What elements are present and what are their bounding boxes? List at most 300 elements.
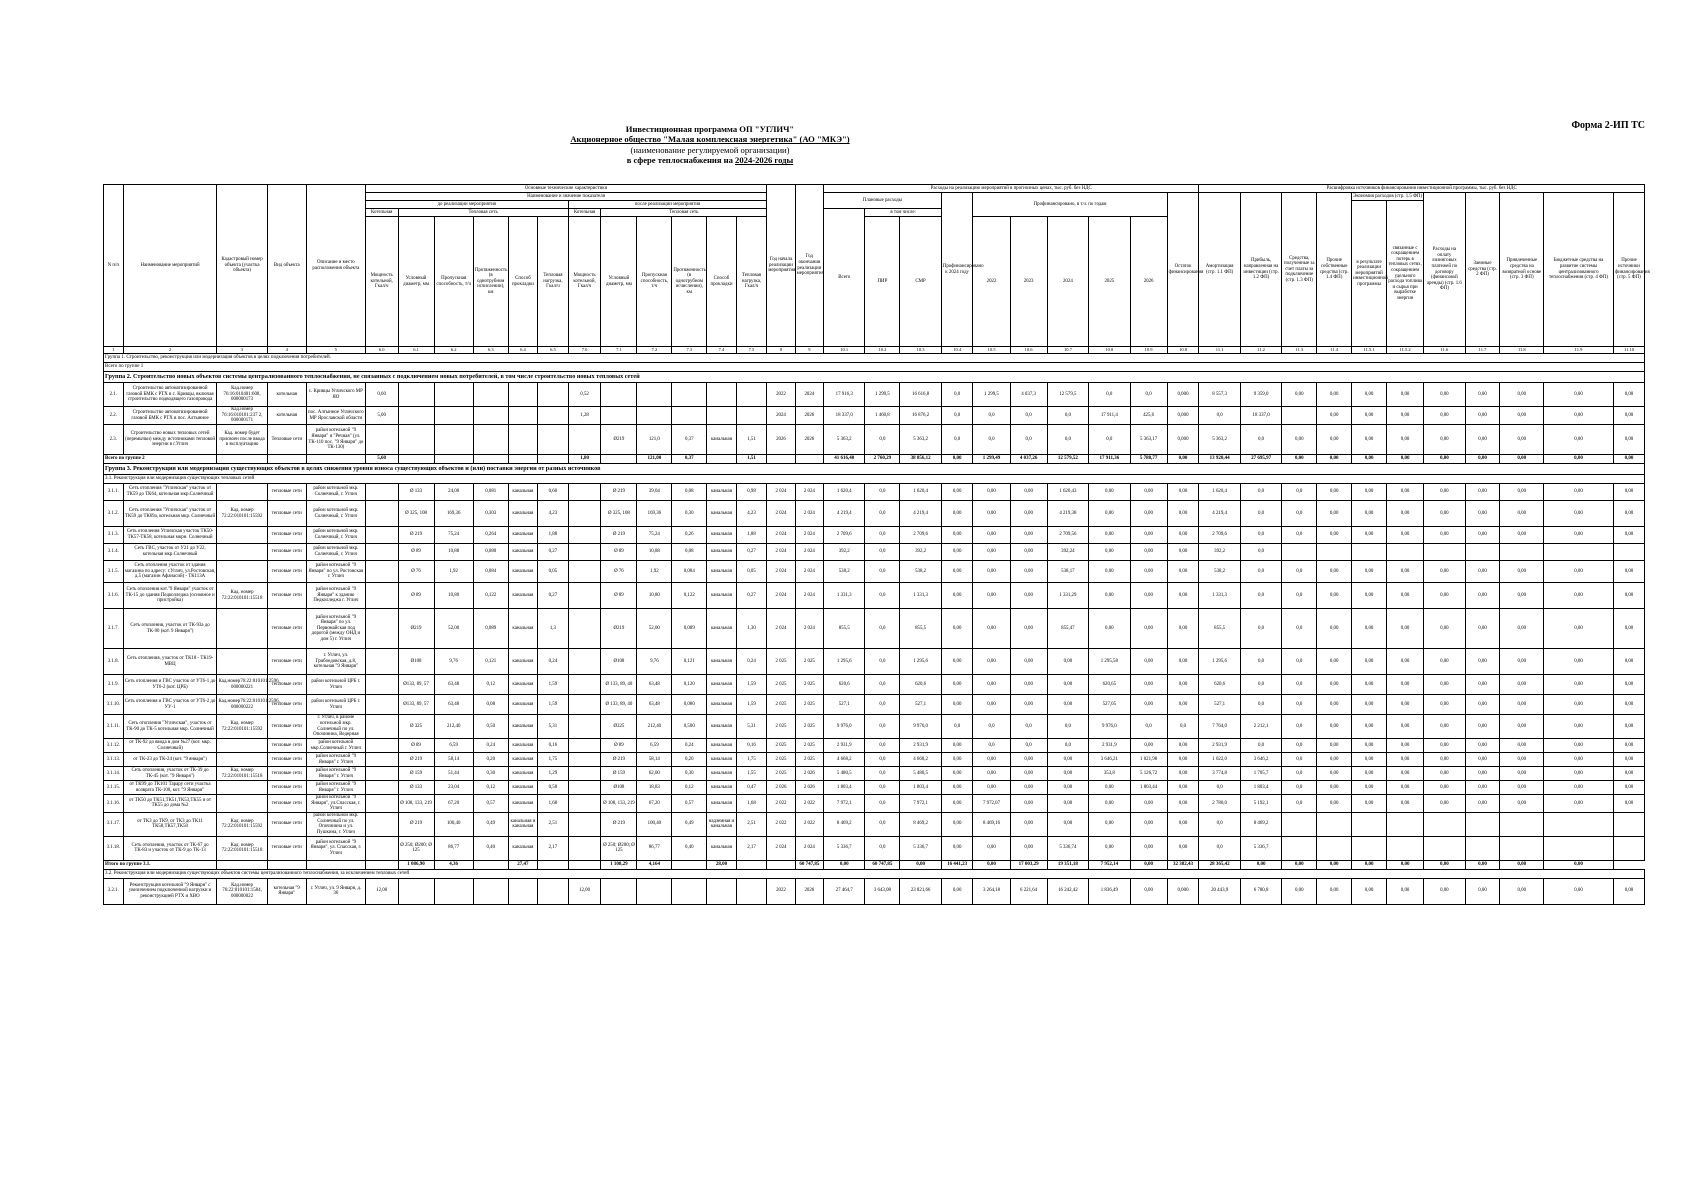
table-cell: 0,00	[1424, 383, 1465, 407]
table-cell: 0,00	[1089, 812, 1130, 836]
table-cell: 8 557,3	[1199, 383, 1240, 407]
table-cell: 0,00	[941, 836, 973, 860]
col-year-start: Год начала реализации мероприятия	[767, 185, 795, 347]
table-cell: 0,00	[1167, 484, 1199, 501]
table-cell: 0,12	[473, 675, 508, 695]
table-cell: 0,00	[1613, 583, 1644, 609]
table-cell: 0,00	[1317, 878, 1352, 904]
table-cell: 0,0	[941, 383, 973, 407]
table-cell: Ø 76	[601, 561, 637, 583]
table-cell: 3.1.17.	[104, 812, 124, 836]
table-cell: 3.1.6.	[104, 583, 124, 609]
table-cell	[568, 484, 601, 501]
col-description: Описание и место расположения объекта	[306, 185, 365, 347]
table-cell: котельная	[267, 383, 306, 407]
col-2026: 2026	[1130, 217, 1167, 347]
table-cell: 2,17	[538, 836, 569, 860]
table-cell: 0,00	[1613, 878, 1644, 904]
table-cell	[601, 455, 637, 464]
table-cell: 0,00	[1047, 675, 1088, 695]
table-row	[104, 649, 1645, 675]
table-cell: 2024	[767, 407, 795, 425]
table-cell: 1 803,4	[1240, 781, 1281, 795]
table-cell: 0,00	[1500, 609, 1544, 649]
table-cell: 2,51	[736, 812, 767, 836]
table-cell: 2 931,9	[1199, 739, 1240, 753]
table-cell: котельная "9 Января"	[267, 878, 306, 904]
table-cell: Ø 325, 108	[601, 501, 637, 527]
table-cell: 2 024	[795, 527, 823, 544]
table-cell: 0,00	[1089, 836, 1130, 860]
table-cell: 0,00	[1613, 753, 1644, 767]
table-cell: 0,0	[973, 425, 1010, 455]
title-line-4	[0, 155, 1420, 165]
table-cell: 0,00	[1047, 649, 1088, 675]
col-borrowed: Заемные средства (стр. 2 ФП)	[1465, 193, 1500, 347]
table-cell: Сеть отопления, участок от ТК-67 до ТК-83 и участок от ТК-9 до ТК-13	[123, 836, 217, 860]
table-cell	[365, 836, 398, 860]
title-period-prefix: в сфере теплоснабжения на	[626, 155, 736, 166]
table-cell	[365, 715, 398, 739]
table-cell: Ø 219	[601, 484, 637, 501]
table-cell: 0,0	[1130, 383, 1167, 407]
table-cell: канальная	[508, 753, 537, 767]
table-cell: Кад. номер 72:22:010101:15518	[217, 583, 267, 609]
col-budget: Бюджетные средства на развитие системы централизованного теплоснабжения (стр. 4 ФП)	[1544, 193, 1614, 347]
table-cell	[1465, 812, 1500, 836]
table-cell: 10,80	[637, 583, 672, 609]
table-cell: 0,00	[1352, 407, 1387, 425]
col-len-after: Протяженность (в однотрубном исчислении), км	[672, 217, 707, 347]
table-cell	[1317, 836, 1352, 860]
table-cell: Строительство новых тепловых сетей (перемычки) между источниками тепловой энергии в г.Углич	[123, 425, 217, 455]
table-cell: 0,00	[1544, 878, 1614, 904]
table-cell: район котельной "9 Января" к зданию Педколледжа г. Углич	[306, 583, 365, 609]
table-cell: 52,00	[434, 609, 473, 649]
table-cell: 0,00	[1544, 649, 1614, 675]
table-cell	[568, 501, 601, 527]
col-diam-after: Условный диаметр, мм	[601, 217, 637, 347]
col-year-end: Год окончания реализации мероприятия	[795, 185, 823, 347]
table-cell: тепловые сети	[267, 484, 306, 501]
table-cell: 1 299,5	[973, 383, 1010, 407]
table-cell: 0,00	[973, 767, 1010, 781]
group-3-1-title	[104, 475, 1645, 484]
table-cell	[1282, 544, 1317, 561]
table-cell: 0,00	[1500, 739, 1544, 753]
table-cell: 0,00	[1500, 425, 1544, 455]
column-number: 4	[267, 347, 306, 354]
table-cell	[508, 407, 537, 425]
table-cell: 2 026	[795, 781, 823, 795]
table-cell	[707, 383, 736, 407]
column-number: 6.4	[508, 347, 537, 354]
group-2-title	[104, 372, 1645, 383]
table-cell: 3 646,2	[1240, 753, 1281, 767]
table-cell: 5 336,7	[1240, 836, 1281, 860]
header-incl: в том числе:	[865, 209, 941, 217]
table-row	[104, 383, 1645, 407]
table-cell: тепловые сети	[267, 739, 306, 753]
table-cell	[568, 781, 601, 795]
table-cell: канальная	[707, 561, 736, 583]
table-cell: 0,00	[1387, 609, 1424, 649]
table-cell: 0,00	[1352, 675, 1387, 695]
column-number: 7.1	[601, 347, 637, 354]
table-cell: 0,0	[865, 425, 900, 455]
col-diam-before: Условный диаметр, мм	[398, 217, 434, 347]
table-cell: 0,121	[473, 649, 508, 675]
table-cell: 0,0	[865, 781, 900, 795]
table-cell: 0,00	[1500, 649, 1544, 675]
table-cell: район котельной мкр. Солнечный, г. Углич	[306, 484, 365, 501]
group-2-title-text: Группа 2. Строительство новых объектов системы централизованного теплоснабжения, не связанных с подключением новых потребителей, в том числе строительство новых тепловых сетей	[104, 372, 1645, 383]
column-number: 11.7	[1465, 347, 1500, 354]
table-cell: 0,00	[1387, 527, 1424, 544]
table-cell: 0,00	[1465, 407, 1500, 425]
table-cell: 0,00	[941, 527, 973, 544]
table-cell	[1544, 544, 1614, 561]
table-cell: 0,00	[1613, 695, 1644, 715]
table-cell: 12,00	[365, 878, 398, 904]
table-cell: 0,0	[1240, 675, 1281, 695]
table-cell: 0,00	[973, 484, 1010, 501]
table-cell: 3.1.12.	[104, 739, 124, 753]
table-cell: 0,0	[865, 609, 900, 649]
table-cell: 0,00	[1613, 675, 1644, 695]
table-cell: 0,00	[1167, 675, 1199, 695]
table-cell: 0,00	[1424, 753, 1465, 767]
table-row	[104, 544, 1645, 561]
col-cap-before: Пропускная способность, т/ч	[434, 217, 473, 347]
table-cell: 0,0	[865, 753, 900, 767]
table-cell: канальная	[707, 484, 736, 501]
table-cell: 121,0	[637, 425, 672, 455]
table-cell: 0,00	[941, 544, 973, 561]
table-cell: Ø108	[601, 649, 637, 675]
table-cell: 4,23	[538, 501, 569, 527]
table-cell: 0,00	[1352, 455, 1387, 464]
table-cell: 0,00	[1500, 695, 1544, 715]
table-cell: 1 108,29	[601, 860, 637, 869]
table-cell: 1,80	[568, 455, 601, 464]
table-cell: Ø 250; Ø200; Ø 125	[601, 836, 637, 860]
table-cell: 0,00	[1047, 812, 1088, 836]
table-cell: 0,00	[1317, 649, 1352, 675]
table-cell: 0,00	[1387, 675, 1424, 695]
table-cell: канальная	[707, 739, 736, 753]
group-3-title	[104, 464, 1645, 475]
table-cell	[672, 407, 707, 425]
table-cell: 0,00	[1167, 583, 1199, 609]
table-cell: 0,00	[1544, 425, 1614, 455]
table-cell: канальная	[508, 649, 537, 675]
table-cell: 2026	[767, 425, 795, 455]
table-cell: 0,00	[1130, 583, 1167, 609]
table-cell: 527,1	[824, 695, 865, 715]
table-cell: 0,12	[672, 781, 707, 795]
table-cell: 0,00	[973, 501, 1010, 527]
table-cell	[568, 860, 601, 869]
table-cell: 5,00	[365, 407, 398, 425]
table-cell: 212,40	[434, 715, 473, 739]
table-cell	[672, 860, 707, 869]
table-cell: 2 025	[767, 767, 795, 781]
table-cell: 0,00	[1500, 795, 1544, 813]
table-cell	[267, 455, 306, 464]
col-total: Всего	[824, 209, 865, 347]
group-3-1-total	[104, 860, 1645, 869]
table-cell: 1,51	[736, 455, 767, 464]
table-cell: 392,2	[900, 544, 941, 561]
table-cell: 2 709,56	[1047, 527, 1088, 544]
group-1-total	[104, 363, 1645, 372]
table-cell	[538, 455, 569, 464]
table-cell: 0,00	[1352, 501, 1387, 527]
table-cell: 17 916,3	[824, 383, 865, 407]
table-cell: 0,00	[1424, 561, 1465, 583]
table-cell: 0,00	[1282, 878, 1317, 904]
table-cell: 41 616,40	[824, 455, 865, 464]
column-number: 10.4	[941, 347, 973, 354]
table-cell: канальная	[707, 753, 736, 767]
table-cell: 0,120	[672, 675, 707, 695]
table-cell: Ø 325, 108	[398, 501, 434, 527]
table-cell: 0,00	[1167, 561, 1199, 583]
table-cell: 0,00	[1130, 860, 1167, 869]
table-cell	[365, 767, 398, 781]
table-cell: 9 359,0	[1240, 383, 1281, 407]
table-cell: Ø 89	[398, 739, 434, 753]
table-cell: 5 480,5	[900, 767, 941, 781]
table-cell: Ø133, 89, 57	[398, 675, 434, 695]
table-cell: 52,00	[637, 609, 672, 649]
table-row	[104, 753, 1645, 767]
table-cell: 0,49	[672, 812, 707, 836]
table-cell: 0,00	[1010, 767, 1047, 781]
table-cell: 2 025	[767, 675, 795, 695]
table-cell: 0,00	[1500, 675, 1544, 695]
table-cell: 0,0	[865, 812, 900, 836]
table-cell: 6,59	[637, 739, 672, 753]
table-cell: 0,00	[1613, 407, 1644, 425]
table-cell: 0,0	[1282, 739, 1317, 753]
table-cell: 3.1.9.	[104, 675, 124, 695]
table-cell: 0,00	[1424, 501, 1465, 527]
col-2022: 2022	[973, 217, 1010, 347]
table-cell: 0,00	[1317, 609, 1352, 649]
table-cell: 0,00	[1167, 609, 1199, 649]
column-number: 7.5	[736, 347, 767, 354]
table-cell: 63,48	[434, 675, 473, 695]
table-cell: канальная	[707, 649, 736, 675]
table-cell: 212,40	[637, 715, 672, 739]
table-cell: 0,00	[1500, 455, 1544, 464]
table-cell: 0,084	[672, 561, 707, 583]
table-cell: 0,00	[1089, 781, 1130, 795]
table-cell: 1,68	[736, 795, 767, 813]
table-cell: 0,00	[1317, 527, 1352, 544]
table-cell: 1,92	[637, 561, 672, 583]
table-cell: 0,37	[672, 455, 707, 464]
table-cell: 0,00	[1613, 609, 1644, 649]
group-3-2-title-text: 3.2. Реконструкция или модернизация существующих объектов системы централизованного теплоснабжения, за исключением тепловых сетей	[104, 869, 1645, 878]
table-cell: Ø108	[601, 781, 637, 795]
table-cell	[637, 407, 672, 425]
table-cell	[267, 860, 306, 869]
table-cell: 28,00	[707, 860, 736, 869]
table-cell	[1544, 836, 1614, 860]
table-cell: 0,00	[1010, 544, 1047, 561]
table-cell: 67,20	[637, 795, 672, 813]
table-cell: 0,00	[1465, 501, 1500, 527]
column-number: 11.10	[1613, 347, 1644, 354]
table-cell: 18 337,0	[1240, 407, 1281, 425]
table-cell: 0,00	[1500, 715, 1544, 739]
table-cell: 0,00	[1352, 860, 1387, 869]
table-cell: 2,51	[538, 812, 569, 836]
table-cell: 0,00	[1387, 739, 1424, 753]
title-line-2: Акционерное общество "Малая комплексная энергетика" (АО "МКЭ")	[570, 134, 850, 145]
table-cell: 0,00	[1544, 715, 1614, 739]
table-cell: канальная	[707, 675, 736, 695]
table-cell: 0,00	[1167, 544, 1199, 561]
table-cell: 3.1.8.	[104, 649, 124, 675]
table-cell: 0,0	[1240, 739, 1281, 753]
group-2-total-label: Всего по группе 2	[104, 455, 217, 464]
table-cell: тепловые сети	[267, 836, 306, 860]
table-cell	[736, 407, 767, 425]
table-cell: 0,0	[1047, 739, 1088, 753]
table-cell	[568, 609, 601, 649]
table-cell: 0,00	[1010, 583, 1047, 609]
table-cell: 0,0	[1240, 425, 1281, 455]
table-cell: 1 460,8	[865, 407, 900, 425]
table-cell	[736, 383, 767, 407]
table-cell: Сеть отопления "Угличская", участок от ТК-90 до ТК-5 котельная мкр. Солнечный	[123, 715, 217, 739]
header-boiler-after: Котельная	[568, 209, 601, 217]
table-cell: 0,00	[1387, 715, 1424, 739]
col-num: N п/п	[104, 185, 124, 347]
table-cell: 538,17	[1047, 561, 1088, 583]
table-cell: тепловые сети	[267, 812, 306, 836]
table-cell	[217, 527, 267, 544]
table-cell: 0,00	[973, 583, 1010, 609]
table-cell: 538,2	[900, 561, 941, 583]
table-cell: 538,2	[824, 561, 865, 583]
table-cell: 0,00	[973, 753, 1010, 767]
table-cell: Ø 133	[398, 484, 434, 501]
table-cell: 0,500	[672, 715, 707, 739]
table-cell: 3.1.5.	[104, 561, 124, 583]
table-cell: 0,00	[1544, 795, 1614, 813]
table-cell: 2 025	[795, 739, 823, 753]
table-cell: 0,0	[865, 484, 900, 501]
table-cell	[365, 753, 398, 767]
table-cell: 3.1.3.	[104, 527, 124, 544]
table-cell: 0,00	[1167, 501, 1199, 527]
table-cell: 0,0	[1199, 812, 1240, 836]
table-cell	[365, 501, 398, 527]
table-cell: 0,00	[1282, 455, 1317, 464]
table-cell: 0,0	[1282, 501, 1317, 527]
table-cell	[568, 583, 601, 609]
table-cell: 2 025	[767, 753, 795, 767]
table-cell: 620,6	[1199, 675, 1240, 695]
table-cell: 12 579,5	[1047, 383, 1088, 407]
table-cell: Ø325	[601, 715, 637, 739]
table-cell: 0,58	[538, 781, 569, 795]
table-cell	[637, 383, 672, 407]
table-cell: 0,00	[1010, 675, 1047, 695]
table-cell: 2 025	[767, 739, 795, 753]
table-cell: 0,00	[1613, 561, 1644, 583]
table-cell: район котельной мкр.Солнечный г. Углич	[306, 739, 365, 753]
col-power-after: Мощность котельной, Гкал/ч	[568, 217, 601, 347]
table-cell: 0,0	[973, 715, 1010, 739]
column-number: 7.3	[672, 347, 707, 354]
table-cell: 0,0	[865, 795, 900, 813]
group-2-total	[104, 455, 1645, 464]
table-cell: 2.1.	[104, 383, 124, 407]
table-cell: 0,0	[973, 407, 1010, 425]
table-cell: 1 803,44	[1130, 781, 1167, 795]
table-cell: 0,00	[1130, 878, 1167, 904]
table-cell: 0,00	[1544, 767, 1614, 781]
column-number: 11.2	[1240, 347, 1281, 354]
table-cell: 0,00	[1544, 407, 1614, 425]
table-cell: 0,0	[1282, 609, 1317, 649]
table-cell: 0,27	[538, 583, 569, 609]
table-cell: канальная	[707, 609, 736, 649]
table-cell	[538, 425, 569, 455]
table-cell: г. Углич, в районе котельной мкр. Солнечный по ул. Опочинина, Ведерная	[306, 715, 365, 739]
table-cell: 0,0	[1282, 795, 1317, 813]
table-cell: 3.1.18.	[104, 836, 124, 860]
table-cell	[1317, 812, 1352, 836]
table-cell: Сеть отопления участок от здания магазина по адресу: г.Углич, ул.Ростовская, д.5 (магазин Афанасий) - ТК113А	[123, 561, 217, 583]
table-cell: 2026	[795, 878, 823, 904]
col-smr: СМР	[900, 217, 941, 347]
table-cell: 1 620,4	[824, 484, 865, 501]
table-cell: 7 972,07	[973, 795, 1010, 813]
table-cell	[1282, 812, 1317, 836]
table-cell: 1 331,3	[824, 583, 865, 609]
table-cell: 2 025	[795, 649, 823, 675]
table-cell: 1,29	[538, 767, 569, 781]
table-cell: Кад. номер 72:22:010101:15592	[217, 715, 267, 739]
table-cell: 0,00	[941, 781, 973, 795]
table-cell: район котельной "9 Января", ул. Спасская, г. Углич	[306, 836, 365, 860]
table-cell: 2 709,6	[824, 527, 865, 544]
table-cell	[538, 383, 569, 407]
table-row	[104, 812, 1645, 836]
table-cell	[508, 878, 537, 904]
table-cell: 9 976,0	[900, 715, 941, 739]
column-number: 11.5.1	[1352, 347, 1387, 354]
column-number: 9	[795, 347, 823, 354]
table-cell: 0,00	[1352, 715, 1387, 739]
group-3-2-title	[104, 869, 1645, 878]
table-cell: 620,6	[824, 675, 865, 695]
table-cell: 1 620,43	[1047, 484, 1088, 501]
table-cell: 2 024	[767, 609, 795, 649]
column-number: 11.6	[1424, 347, 1465, 354]
table-cell	[365, 739, 398, 753]
table-cell: 5 192,1	[1240, 795, 1281, 813]
table-cell: 0,00	[1424, 878, 1465, 904]
table-cell: 16 441,23	[941, 860, 973, 869]
